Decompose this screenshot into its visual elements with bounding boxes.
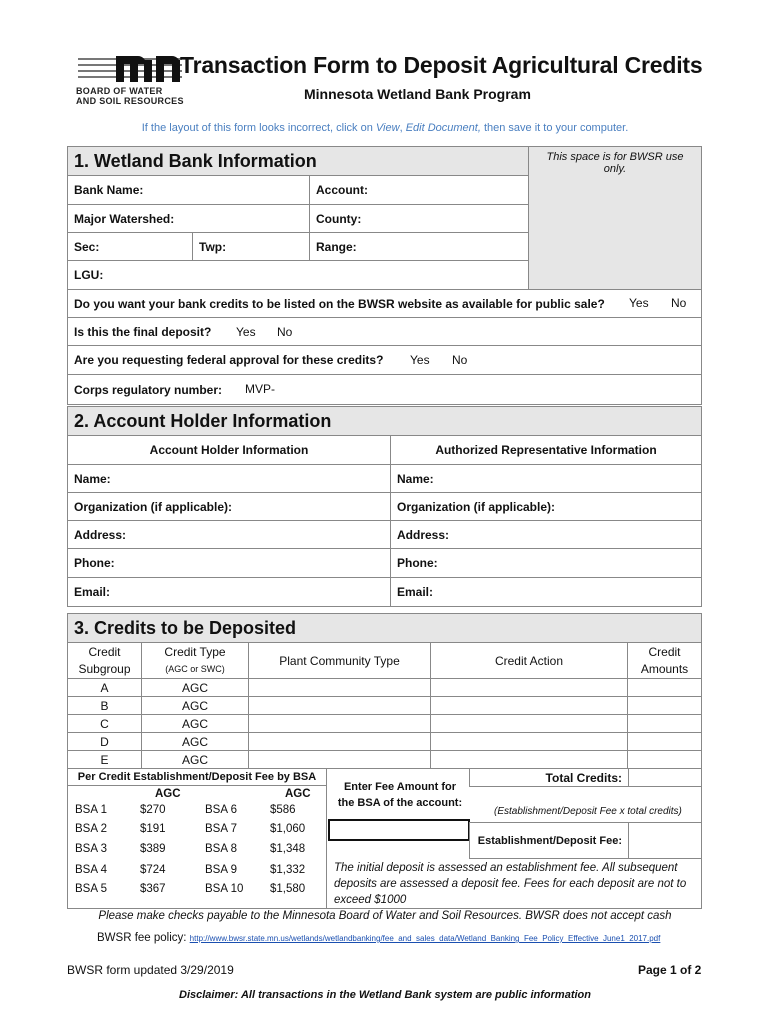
subgroup-cell: A <box>67 678 142 697</box>
fee-bsa-value: $1,332 <box>270 864 306 876</box>
fee-policy-line <box>97 932 660 944</box>
rep-email-field[interactable]: Email: <box>390 577 702 607</box>
fee-bsa-label: BSA 6 <box>205 804 237 816</box>
fee-table-title: Per Credit Establishment/Deposit Fee by BSA <box>67 768 327 786</box>
sec-field[interactable]: Sec: <box>67 232 193 261</box>
enter-fee-label-2: the BSA of the account: <box>337 797 463 809</box>
rep-phone-field[interactable]: Phone: <box>390 548 702 578</box>
total-credits-input[interactable] <box>628 768 702 787</box>
credit-action-input[interactable] <box>430 732 628 751</box>
account-holder-header: Account Holder Information <box>67 435 391 465</box>
corps-label: Corps regulatory number: <box>74 382 223 397</box>
subgroup-cell: E <box>67 750 142 769</box>
bwsr-use-box: This space is for BWSR use only. <box>528 146 702 290</box>
holder-name-field[interactable]: Name: <box>67 464 391 493</box>
credit-action-input[interactable] <box>430 750 628 769</box>
form-updated: BWSR form updated 3/29/2019 <box>67 963 234 977</box>
notice-edit: Edit Document, <box>405 122 481 134</box>
holder-org-field[interactable]: Organization (if applicable): <box>67 492 391 521</box>
rep-org-field[interactable]: Organization (if applicable): <box>390 492 702 521</box>
disclaimer: Disclaimer: All transactions in the Wetland Bank system are public information <box>179 989 591 1001</box>
fee-policy-label: BWSR fee policy: <box>97 932 190 944</box>
fee-amount-input[interactable] <box>328 819 470 841</box>
twp-field[interactable]: Twp: <box>192 232 310 261</box>
major-watershed-field[interactable]: Major Watershed: <box>67 204 310 233</box>
final-deposit-no[interactable]: No <box>277 325 293 339</box>
subgroup-header-1: Credit <box>88 644 121 659</box>
subgroup-cell: B <box>67 696 142 715</box>
public-sale-no[interactable]: No <box>671 296 687 310</box>
subgroup-header <box>67 642 142 679</box>
lgu-field[interactable]: LGU: <box>67 260 529 290</box>
fee-bsa-label: BSA 8 <box>205 843 237 855</box>
fee-bsa-label: BSA 1 <box>75 804 107 816</box>
credit-action-input[interactable] <box>430 678 628 697</box>
holder-email-field[interactable]: Email: <box>67 577 391 607</box>
rep-address-field[interactable]: Address: <box>390 520 702 549</box>
subgroup-cell: D <box>67 732 142 751</box>
bank-name-field[interactable]: Bank Name: <box>67 175 310 205</box>
plant-community-input[interactable] <box>248 714 431 733</box>
credit-type-header-1: Credit Type <box>164 644 226 659</box>
county-field[interactable]: County: <box>309 204 529 233</box>
est-fee-input[interactable] <box>628 822 702 859</box>
fee-bsa-label: BSA 3 <box>75 843 107 855</box>
total-credits-label: Total Credits: <box>469 768 629 787</box>
plant-community-input[interactable] <box>248 696 431 715</box>
credit-amounts-header-1: Credit <box>648 644 681 659</box>
enter-fee-label-1: Enter Fee Amount for <box>343 781 457 793</box>
final-deposit-question: Is this the final deposit? <box>74 324 212 339</box>
range-field[interactable]: Range: <box>309 232 529 261</box>
est-fee-label: Establishment/Deposit Fee: <box>469 822 629 859</box>
credit-amount-input[interactable] <box>627 750 702 769</box>
credit-amounts-header-2: Amounts <box>640 661 689 676</box>
section1-title: 1. Wetland Bank Information <box>67 146 529 176</box>
credit-action-input[interactable] <box>430 696 628 715</box>
plant-community-input[interactable] <box>248 678 431 697</box>
fee-bsa-label: BSA 5 <box>75 883 107 895</box>
corps-row <box>67 374 702 405</box>
fee-col-right: AGC <box>285 788 311 800</box>
credit-amount-input[interactable] <box>627 696 702 715</box>
credit-type-cell: AGC <box>141 678 249 697</box>
plant-community-input[interactable] <box>248 732 431 751</box>
enter-fee-label <box>330 779 470 811</box>
section3-title: 3. Credits to be Deposited <box>67 613 702 643</box>
account-field[interactable]: Account: <box>309 175 529 205</box>
federal-approval-question: Are you requesting federal approval for these credits? <box>74 353 384 367</box>
credit-type-cell: AGC <box>141 732 249 751</box>
fee-formula-note: (Establishment/Deposit Fee x total credits) <box>494 806 682 817</box>
credit-type-header <box>141 642 249 679</box>
authorized-rep-header: Authorized Representative Information <box>390 435 702 465</box>
rep-name-field[interactable]: Name: <box>390 464 702 493</box>
fee-bsa-value: $1,060 <box>270 823 306 835</box>
subgroup-header-2: Subgroup <box>78 661 131 676</box>
fee-bsa-label: BSA 2 <box>75 823 107 835</box>
final-deposit-yes[interactable]: Yes <box>236 325 256 339</box>
mn-logo-mark <box>78 54 182 86</box>
form-title: Transaction Form to Deposit Agricultural Credits <box>180 52 703 78</box>
fee-bsa-value: $191 <box>140 823 166 835</box>
plant-community-header: Plant Community Type <box>248 642 431 679</box>
federal-approval-row <box>67 345 702 375</box>
fee-bsa-label: BSA 9 <box>205 864 237 876</box>
fee-bsa-value: $1,348 <box>270 843 306 855</box>
notice-sep: , <box>399 122 406 134</box>
federal-approval-yes[interactable]: Yes <box>410 353 430 367</box>
logo-text-2: AND SOIL RESOURCES <box>76 96 184 106</box>
logo-text-1: BOARD OF WATER <box>76 86 163 96</box>
fee-bsa-label: BSA 10 <box>205 883 244 895</box>
credit-type-header-2: (AGC or SWC) <box>165 663 225 674</box>
credit-action-input[interactable] <box>430 714 628 733</box>
public-sale-row <box>67 289 702 318</box>
fee-bsa-label: BSA 4 <box>75 864 107 876</box>
corps-number-field[interactable]: MVP- <box>245 382 275 396</box>
fee-bsa-value: $270 <box>140 804 166 816</box>
page-number: Page 1 of 2 <box>638 963 702 977</box>
fee-bsa-value: $1,580 <box>270 883 306 895</box>
credit-action-header: Credit Action <box>430 642 628 679</box>
fee-bsa-value: $586 <box>270 804 296 816</box>
initial-deposit-note: The initial deposit is assessed an establishment fee. All subsequent deposits are assessed a deposit fee. Fees for each deposit are not to exceed $1000 <box>334 862 687 906</box>
final-deposit-row <box>67 317 702 346</box>
notice-pre: If the layout of this form looks incorrect, click on <box>141 122 376 134</box>
fee-bsa-value: $724 <box>140 864 166 876</box>
credit-amounts-header <box>627 642 702 679</box>
credit-amount-input[interactable] <box>627 678 702 697</box>
form-subtitle: Minnesota Wetland Bank Program <box>304 86 531 102</box>
layout-notice <box>0 122 770 134</box>
public-sale-question: Do you want your bank credits to be listed on the BWSR website as available for public sale? <box>74 296 605 311</box>
holder-phone-field[interactable]: Phone: <box>67 548 391 578</box>
federal-approval-no[interactable]: No <box>452 353 468 367</box>
bwsr-logo <box>72 54 194 110</box>
plant-community-input[interactable] <box>248 750 431 769</box>
holder-address-field[interactable]: Address: <box>67 520 391 549</box>
public-sale-yes[interactable]: Yes <box>629 296 649 310</box>
section2-title: 2. Account Holder Information <box>67 406 702 436</box>
credit-type-cell: AGC <box>141 696 249 715</box>
credit-amount-input[interactable] <box>627 732 702 751</box>
fee-policy-link[interactable]: http://www.bwsr.state.mn.us/wetlands/wetlandbanking/fee_and_sales_data/Wetland_Banking_Fee_Policy_Effective_June1_2017.pdf <box>189 934 661 943</box>
credit-type-cell: AGC <box>141 750 249 769</box>
fee-bsa-value: $389 <box>140 843 166 855</box>
fee-col-left: AGC <box>155 788 181 800</box>
credit-type-cell: AGC <box>141 714 249 733</box>
fee-bsa-label: BSA 7 <box>205 823 237 835</box>
credit-amount-input[interactable] <box>627 714 702 733</box>
fee-bsa-value: $367 <box>140 883 166 895</box>
notice-view: View <box>375 122 400 134</box>
notice-post: then save it to your computer. <box>480 122 629 134</box>
checks-note: Please make checks payable to the Minnesota Board of Water and Soil Resources. BWSR does not accept cash <box>98 910 672 922</box>
subgroup-cell: C <box>67 714 142 733</box>
